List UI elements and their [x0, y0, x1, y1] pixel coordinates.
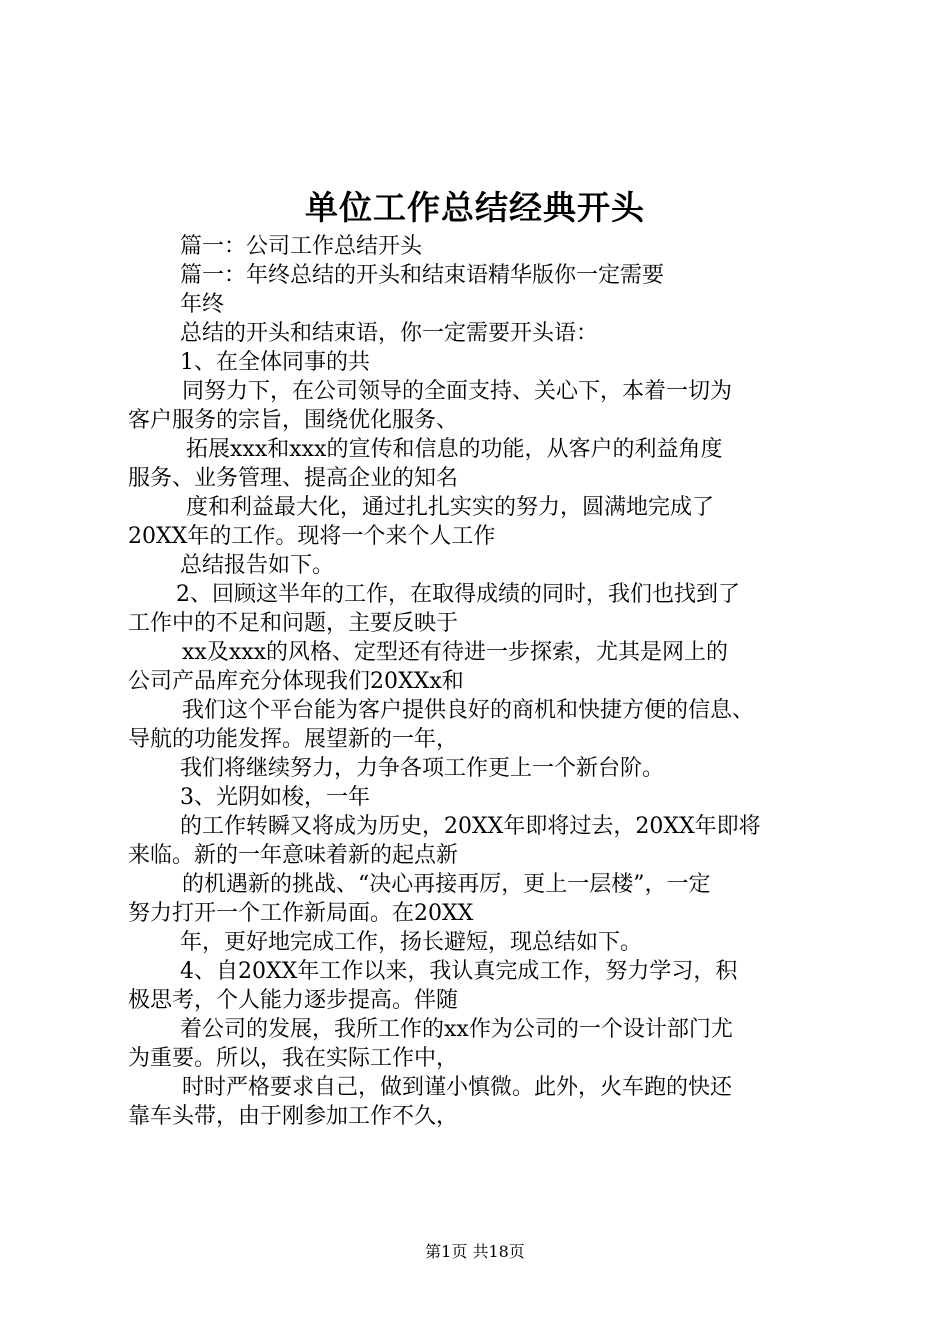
- text-line: 我们这个平台能为客户提供良好的商机和快捷方便的信息、: [182, 698, 755, 723]
- text-line: 度和利益最大化，通过扎扎实实的努力，圆满地完成了: [186, 495, 715, 520]
- text-line: xx及xxx的风格、定型还有待进一步探索，尤其是网上的: [182, 640, 729, 665]
- text-line: 篇一：年终总结的开头和结束语精华版你一定需要: [180, 263, 665, 288]
- text-line: 年，更好地完成工作，扬长避短，现总结如下。: [180, 930, 643, 955]
- document-title: 单位工作总结经典开头: [305, 188, 645, 227]
- text-line: 极思考，个人能力逐步提高。伴随: [128, 988, 459, 1013]
- text-line: 我们将继续努力，力争各项工作更上一个新台阶。: [180, 756, 665, 781]
- text-line: 1、在全体同事的共: [180, 350, 370, 375]
- text-line: 来临。新的一年意味着新的起点新: [128, 843, 459, 868]
- text-line: 总结的开头和结束语，你一定需要开头语：: [180, 321, 599, 346]
- text-line: 着公司的发展，我所工作的xx作为公司的一个设计部门尤: [180, 1017, 733, 1042]
- page-number-footer: 第1页 共18页: [425, 1242, 525, 1261]
- text-line: 靠车头带，由于刚参加工作不久，: [128, 1104, 459, 1129]
- text-line: 努力打开一个工作新局面。在20XX: [128, 901, 474, 926]
- text-line: 20XX年的工作。现将一个来个人工作: [128, 524, 496, 549]
- text-line: 篇一：公司工作总结开头: [180, 234, 423, 259]
- text-line: 2、回顾这半年的工作，在取得成绩的同时，我们也找到了: [176, 582, 740, 607]
- text-line: 公司产品库充分体现我们20XXx和: [128, 669, 464, 694]
- text-line: 年终: [180, 292, 225, 317]
- text-line: 的机遇新的挑战、“决心再接再厉，更上一层楼”，一定: [182, 872, 711, 897]
- text-line: 总结报告如下。: [180, 553, 335, 578]
- text-line: 工作中的不足和问题，主要反映于: [128, 611, 459, 636]
- text-line: 客户服务的宗旨，围绕优化服务、: [128, 408, 459, 433]
- text-line: 同努力下，在公司领导的全面支持、关心下，本着一切为: [182, 379, 733, 404]
- text-line: 导航的功能发挥。展望新的一年，: [128, 727, 459, 752]
- text-line: 4、自20XX年工作以来，我认真完成工作，努力学习，积: [180, 959, 738, 984]
- text-line: 服务、业务管理、提高企业的知名: [128, 466, 459, 491]
- text-line: 为重要。所以，我在实际工作中，: [128, 1046, 459, 1071]
- text-line: 时时严格要求自己，做到谨小慎微。此外，火车跑的快还: [182, 1075, 733, 1100]
- text-line: 的工作转瞬又将成为历史，20XX年即将过去，20XX年即将: [180, 814, 761, 839]
- text-line: 3、光阴如梭，一年: [180, 785, 370, 810]
- text-line: 拓展xxx和xxx的宣传和信息的功能，从客户的利益角度: [186, 437, 723, 462]
- document-body: [128, 232, 832, 1131]
